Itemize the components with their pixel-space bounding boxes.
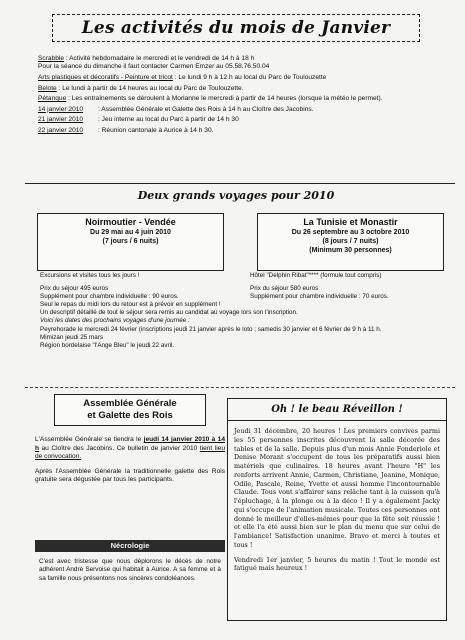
assemblee-paragraph (35, 436, 225, 462)
necrologie-text: C'est avec tristesse que nous déplorons le décès de notre adhérent André Servoise qui habitait à Aurice. A sa femme et à sa famille nous présentons nos sincères condoléances. (39, 558, 221, 582)
necrologie-heading: Nécrologie (35, 540, 225, 552)
date-entry (38, 127, 458, 135)
date-entry (38, 106, 458, 114)
destination-dates: Du 29 mai au 4 juin 2010 (90, 229, 171, 236)
day-trip-line: Mimizan jeudi 25 mars (40, 333, 103, 341)
note-line: Seul le repas du midi lors du retour est à prévoir en supplément ! (40, 301, 221, 309)
activity-label: Scrabble (38, 55, 65, 62)
activity-text: : Le lundi 9 h à 12 h au local du Parc de Toulouzette (172, 74, 327, 81)
activity-label: Pétanque (38, 95, 67, 103)
destination-name: Noirmoutier - Vendée (85, 217, 176, 227)
assemblee-paragraph-2: Après l'Assemblée Générale la traditionnelle galette des Rois gratuite sera dégustée par tous les participants. (35, 467, 225, 484)
necrologie-section (35, 540, 225, 583)
reveillon-title: Oh ! le beau Réveillon ! (228, 399, 446, 421)
activity-petanque (38, 95, 458, 103)
activity-arts (38, 74, 458, 82)
destination-duration: (7 jours / 6 nuits) (102, 238, 159, 245)
section-divider (25, 387, 455, 388)
right-details (250, 272, 460, 301)
activity-text-2: Pour la séance du dimanche il faut contacter Carmen Emzer au 05.58.76.50.04 (38, 63, 270, 71)
text-run: au Cloître des Jacobins. Ce bulletin de janvier 2010 (39, 444, 200, 452)
assemblee-title-line: Assemblée Générale (83, 398, 177, 409)
date-text: : Réunion cantonale à Aurice à 14 h 30. (98, 126, 214, 134)
convocation-note: tient lieu de convocation. (35, 444, 226, 461)
day-trip-line: Peyrehorade le mercredi 24 février (inscriptions jeudi 21 janvier après le loto ; samedis 30 janvier et 6 février de 9 h à 11 h. (40, 325, 382, 333)
destination-box-tunisie (257, 213, 444, 271)
voyages-columns (40, 272, 460, 301)
day-trip-line: Région bordelaise "l'Ange Bleu" le jeudi 22 avril. (40, 341, 175, 349)
text-run: L'Assemblée Générale se tiendra le (35, 436, 144, 443)
destination-box-noirmoutier (37, 213, 224, 271)
reveillon-paragraph: Jeudi 31 décembre, 20 heures ! Les premiers convives parmi les 55 personnes inscrites découvrent la salle décorée des tables et de la salle. Depuis plus d'un mois Annie Fonderiole et Denise Morant s'occupent de tous les préparatifs aussi bien matériels que culinaires. 18 heures avant l'heure "H" les renforts arrivent Annie, Carmen, Christiane, Jeanine, Monique, Odile, Pascale, Reine, Yvette et aussi homme l'incontournable Claude. Tous vont s'affairer sans relâche tant à la cuisson qu'à l'épluchage, à la plonge ou à la déco ! Il y a également Jacky qui s'occupe de l'animation musicale. Toutes ces personnes ont donné le meilleur d'elles-mêmes pour que la fête soit réussie ! et elle l'a été aussi bien sur le plan du menu que sur celui de l'ambiance! Satisfaction unanime. Bravo et merci à toutes et tous ! (234, 427, 440, 549)
hotel-line: Hôtel "Delphin Ribat"**** (formule tout compris) (250, 272, 382, 279)
date-entry (38, 116, 458, 124)
reveillon-box (227, 398, 447, 621)
destination-dates: Du 26 septembre au 3 octobre 2010 (291, 229, 410, 236)
activities-list (38, 55, 458, 138)
detail-line: Prix du séjour 580 euros (250, 285, 319, 293)
date-label: 21 janvier 2010 (38, 116, 84, 124)
activity-text: : Activité hebdomadaire le mercredi et le vendredi de 14 h à 18 h (64, 55, 255, 62)
activity-label: Belote (38, 84, 57, 92)
activity-text: : Le lundi à partir de 14 heures au local du Parc de Toulouzette. (56, 84, 244, 92)
assemblee-title (54, 394, 206, 426)
activity-belote (38, 85, 458, 93)
date-label: 22 janvier 2010 (38, 126, 84, 134)
detail-line: Excursions et visites tous les jours ! (40, 272, 140, 279)
left-details (40, 272, 250, 301)
day-trips-heading: Voici les dates des prochains voyages d'une journée : (40, 317, 190, 325)
voyages-details (40, 272, 460, 350)
activity-scrabble (38, 55, 458, 72)
date-text: : Jeu interne au local du Parc à partir de 14 h 30 (98, 116, 239, 124)
page-title-box (52, 14, 420, 42)
detail-line: Prix du séjour 495 euros (40, 285, 109, 293)
detail-line: Supplément pour chambre individuelle : 70 euros. (250, 293, 389, 301)
voyages-heading: Deux grands voyages pour 2010 (137, 189, 335, 202)
section-divider (25, 183, 455, 184)
date-text: : Assemblée Générale et Galette des Rois à 14 h au Cloître des Jacobins. (98, 105, 314, 113)
activity-label: Arts plastiques et décoratifs - Peinture et tricot (38, 74, 173, 81)
assemblee-title-line: et Galette des Rois (87, 410, 173, 421)
activity-text: : Les entraînements se déroulent à Morlanne le mercredi à partir de 14 heures (lorsque la météo le permet). (66, 95, 383, 103)
page-title: Les activités du mois de Janvier (81, 18, 391, 38)
destination-minimum: (Minimum 30 personnes) (309, 247, 392, 254)
assemblee-section (35, 394, 225, 491)
destination-duration: (8 jours / 7 nuits) (322, 238, 379, 245)
highlight-date: jeudi 14 janvier 2010 à 14 h (35, 436, 225, 452)
reveillon-paragraph-2: Vendredi 1er janvier, 5 heures du matin ! Tout le monde est fatigué mais heureux ! (234, 555, 440, 573)
detail-line: Supplément pour chambre individuelle : 90 euros. (40, 293, 179, 301)
note-line: Un descriptif détaillé de tout le séjour sera remis au candidat au voyage lors son l'inscription. (40, 309, 298, 317)
destination-name: La Tunisie et Monastir (303, 217, 398, 227)
date-label: 14 janvier 2010 (38, 105, 84, 113)
